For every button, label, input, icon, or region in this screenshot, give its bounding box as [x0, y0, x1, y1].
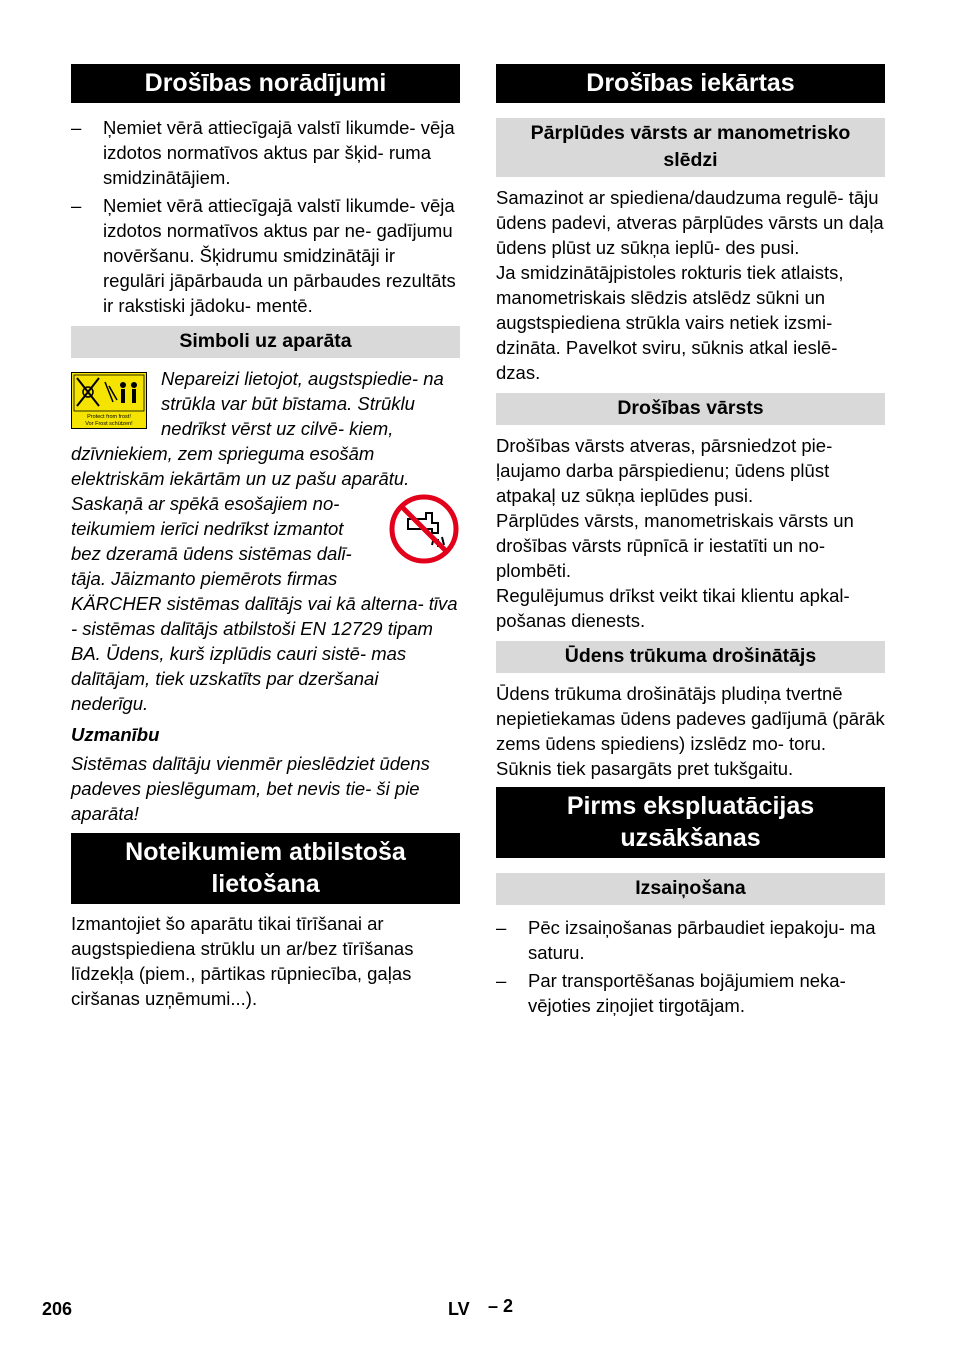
no-drinking-water-icon — [388, 493, 460, 565]
overflow-text: Samazinot ar spiediena/daudzuma regulē- tāju ūdens padevi, atveras pārplūdes vārsts un daļa ūdens plūst uz sūkņa ieplū- des pusi. — [496, 187, 884, 258]
safety-item: – Ņemiet vērā attiecīgajā valstī likumde- vēja izdotos normatīvos aktus par šķid- ruma smidzinātājiem. — [71, 115, 460, 190]
shortage-text: Ūdens trūkuma drošinātājs pludiņa tvertnē nepietiekamas ūdens padeves gadījumā (pārāk zems ūdens spiediens) izslēdz mo- toru. — [496, 683, 885, 754]
symbols-heading: Simboli uz aparāta — [71, 326, 460, 358]
valve-text: Pārplūdes vārsts, manometriskais vārsts un drošības vārsts rūpnīcā ir iestatīti un no- plombēti. — [496, 510, 854, 581]
unpack-list — [496, 915, 885, 1018]
unpack-item: – Par transportēšanas bojājumiem neka- vējoties ziņojiet tirgotājam. — [496, 968, 885, 1018]
label-text: Protect from frost! — [87, 414, 131, 420]
unpack-item: – Pēc izsaiņošanas pārbaudiet iepakoju- ma saturu. — [496, 915, 885, 965]
devices-heading: Drošības iekārtas — [496, 64, 885, 103]
safety-heading: Drošības norādījumi — [71, 64, 460, 103]
water-text: Saskaņā ar spēkā esošajiem no- teikumiem ierīci nedrīkst izmantot bez dzeramā ūdens sistēmas dalī- tāja. Jāizmanto piemērots firmas KÄRCHER sistēmas dalītājs vai kā alterna- tīva - sistēmas dalītājs atbilstoši EN 12729 tipam BA. Ūdens, kurš izplūdis cauri sistē- mas dalītājam, tiek uzskatīts par dzeršanai nederīgu. — [71, 493, 458, 714]
shortage-heading: Ūdens trūkuma drošinātājs — [496, 641, 885, 673]
page-number: 206 — [42, 1299, 73, 1319]
section-number: – 2 — [488, 1296, 514, 1316]
usage-heading: Noteikumiem atbilstoša lietošana — [71, 833, 460, 904]
water-section — [71, 491, 460, 716]
usage-text: Izmantojiet šo aparātu tikai tīrīšanai ar augstspiediena strūklu un ar/bez tīrīšanas līdzekļa (piem., pārtikas rūpniecība, gaļas ciršanas uzņēmumi...). — [71, 913, 414, 1009]
valve-heading: Drošības vārsts — [496, 393, 885, 425]
overflow-heading: Pārplūdes vārsts ar manometrisko slēdzi — [496, 118, 885, 177]
shortage-text: Sūknis tiek pasargāts pret tukšgaitu. — [496, 758, 794, 779]
label-text: Vor Frost schützen! — [85, 421, 133, 427]
left-column — [71, 64, 460, 1011]
symbols-section — [71, 366, 460, 491]
safety-list — [71, 115, 460, 318]
unpack-heading: Izsaiņošana — [496, 873, 885, 905]
symbols-text: Nepareizi lietojot, augstspiedie- na strūkla var būt bīstama. Strūklu nedrīkst vērst uz cilvē- kiem, dzīvniekiem, zem sprieguma esošām elektriskām iekārtām un uz pašu aparātu. — [71, 368, 444, 489]
valve-text: Drošības vārsts atveras, pārsniedzot pie- ļaujamo darba pārspiedienu; ūdens plūst atpakaļ uz sūkņa ieplūdes pusi. — [496, 435, 833, 506]
caution-label: Uzmanību — [71, 724, 160, 745]
startup-heading: Pirms ekspluatācijas uzsākšanas — [496, 787, 885, 858]
overflow-text: Ja smidzinātājpistoles rokturis tiek atlaists, manometriskais slēdzis atslēdz sūkni un augstspiediena strūkla vairs netiek izsmi- dzināta. Pavelkot sviru, sūknis atkal ieslē- dzas. — [496, 262, 844, 383]
language-code: LV — [448, 1299, 470, 1319]
valve-text: Regulējumus drīkst veikt tikai klientu apkal- pošanas dienests. — [496, 585, 850, 631]
caution-text: Sistēmas dalītāju vienmēr pieslēdziet ūdens padeves pieslēgumam, bet nevis tie- ši pie aparāta! — [71, 753, 430, 824]
safety-item: – Ņemiet vērā attiecīgajā valstī likumde- vēja izdotos normatīvos aktus par ne- gadījumu novēršanu. Šķidrumu smidzinātāji ir regulāri jāpārbauda un pārbaudes rezultāts ir rakstiski jādoku- mentē. — [71, 193, 460, 318]
right-column — [496, 64, 885, 1018]
frost-warning-label-icon — [71, 372, 147, 429]
